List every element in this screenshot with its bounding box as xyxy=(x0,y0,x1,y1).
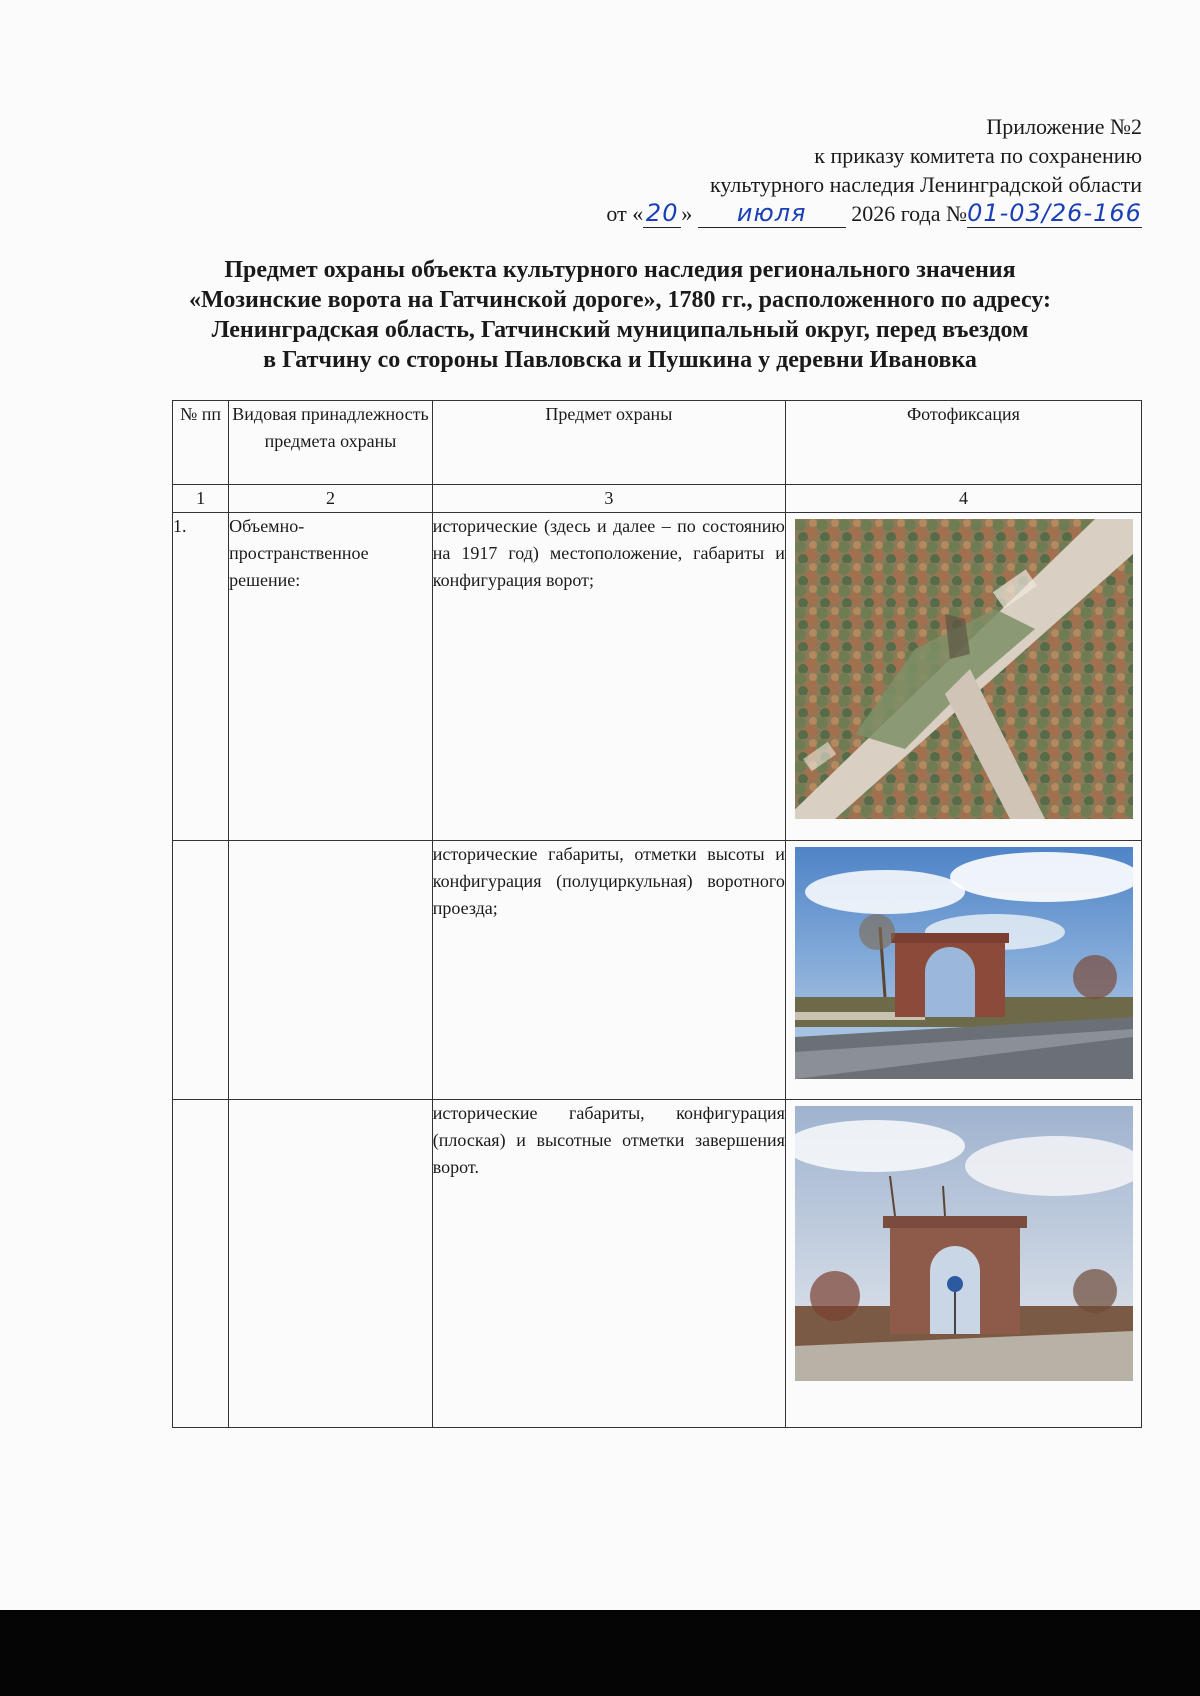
row-number: 1. xyxy=(173,513,229,841)
protection-subject-table xyxy=(172,400,1142,1428)
row-type xyxy=(229,1100,433,1428)
scan-border xyxy=(0,1610,1200,1696)
row-subject: исторические (здесь и далее – по состоянию на 1917 год) местоположение, габариты и конфигурация ворот; xyxy=(432,513,785,841)
handwritten-month: июля xyxy=(736,199,807,227)
row-number xyxy=(173,1100,229,1428)
photo-cell xyxy=(785,841,1141,1100)
title-line-3: Ленинградская область, Гатчинский муниципальный округ, перед въездом xyxy=(211,317,1029,343)
table-row xyxy=(173,841,1142,1100)
row-type: Объемно-пространственное решение: xyxy=(229,513,433,841)
column-number: 1 xyxy=(173,485,229,513)
gate-front-photo xyxy=(795,847,1133,1079)
photo-cell xyxy=(785,1100,1141,1428)
row-type xyxy=(229,841,433,1100)
title-line-2: «Мозинские ворота на Гатчинской дороге», 1780 гг., расположенного по адресу: xyxy=(188,287,1051,313)
date-day-field xyxy=(643,200,681,228)
header-subject: Предмет охраны xyxy=(432,401,785,485)
photo-cell xyxy=(785,513,1141,841)
header-photo: Фотофиксация xyxy=(785,401,1141,485)
appendix-committee: культурного наследия Ленинградской области xyxy=(710,172,1142,197)
column-number-row xyxy=(173,485,1142,513)
table-header-row xyxy=(173,401,1142,485)
document-title xyxy=(120,255,1120,375)
title-line-1: Предмет охраны объекта культурного наследия регионального значения xyxy=(224,257,1016,283)
order-number-field xyxy=(967,200,1142,228)
handwritten-order-number: 01-03/26-166 xyxy=(967,199,1142,227)
gate-side-photo xyxy=(795,1106,1133,1381)
table-row xyxy=(173,1100,1142,1428)
handwritten-day: 20 xyxy=(645,199,679,227)
appendix-date-line xyxy=(606,199,1142,228)
table-row xyxy=(173,513,1142,841)
column-number: 3 xyxy=(432,485,785,513)
title-line-4: в Гатчину со стороны Павловска и Пушкина у деревни Ивановка xyxy=(263,347,977,373)
header-number: № пп xyxy=(173,401,229,485)
appendix-title: Приложение №2 xyxy=(986,114,1142,139)
date-day-suffix: » xyxy=(681,201,693,226)
row-number xyxy=(173,841,229,1100)
aerial-photo xyxy=(795,519,1133,819)
column-number: 2 xyxy=(229,485,433,513)
column-number: 4 xyxy=(785,485,1141,513)
row-subject: исторические габариты, отметки высоты и конфигурация (полуциркульная) воротного проезда; xyxy=(432,841,785,1100)
appendix-order-ref: к приказу комитета по сохранению xyxy=(814,143,1142,168)
date-prefix: от « xyxy=(606,201,644,226)
date-year-text: 2026 года № xyxy=(851,201,967,226)
header-type: Видовая принадлежность предмета охраны xyxy=(229,401,433,485)
date-month-field xyxy=(698,200,846,228)
row-subject: исторические габариты, конфигурация (плоская) и высотные отметки завершения ворот. xyxy=(432,1100,785,1428)
appendix-header xyxy=(606,112,1142,228)
